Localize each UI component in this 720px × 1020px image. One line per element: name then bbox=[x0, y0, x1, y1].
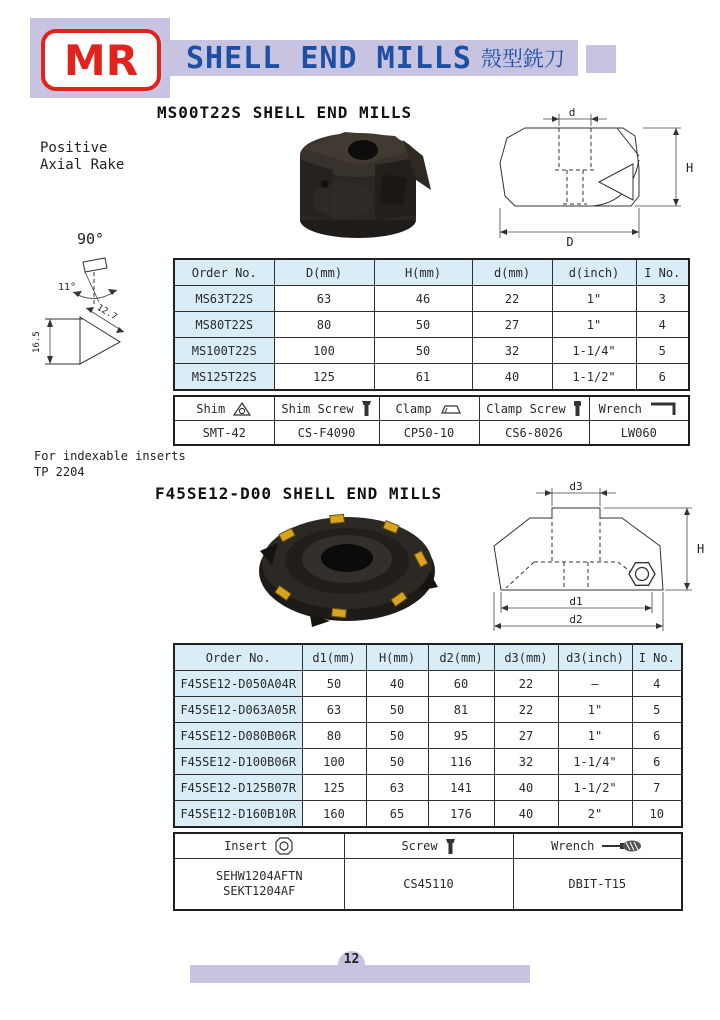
order-no-cell: MS80T22S bbox=[174, 312, 274, 338]
rake-note-line1: Positive bbox=[40, 140, 108, 156]
value-cell: 80 bbox=[302, 723, 366, 749]
col-header: d3(inch) bbox=[558, 644, 632, 671]
f45se12-technical-drawing bbox=[472, 480, 712, 635]
order-no-cell: MS100T22S bbox=[174, 338, 274, 364]
col-header: Order No. bbox=[174, 644, 302, 671]
part-value: LW060 bbox=[589, 421, 689, 446]
f45se12-spec-table bbox=[173, 643, 683, 828]
hex-key-icon bbox=[649, 401, 679, 417]
part-value: CP50-10 bbox=[379, 421, 479, 446]
page-title: SHELL END MILLS bbox=[186, 40, 472, 76]
value-cell: 6 bbox=[632, 749, 682, 775]
insert-cross-section bbox=[83, 258, 107, 272]
value-cell: 1-1/4" bbox=[558, 749, 632, 775]
order-no-cell: F45SE12-D050A04R bbox=[174, 671, 302, 697]
dim-label-d3: d3 bbox=[569, 480, 583, 493]
value-cell: 27 bbox=[494, 723, 558, 749]
part-header-label: Insert bbox=[224, 839, 268, 853]
dim-label-d2: d2 bbox=[569, 613, 583, 626]
parts1-header-row bbox=[174, 396, 689, 421]
value-cell: 100 bbox=[302, 749, 366, 775]
page-number: 12 bbox=[343, 952, 360, 967]
table-row bbox=[174, 775, 682, 801]
page-title-cjk: 殼型銑刀 bbox=[480, 47, 565, 71]
col-header: D(mm) bbox=[274, 259, 374, 286]
part-header-label: Wrench bbox=[598, 401, 642, 416]
f45se12-parts-table bbox=[173, 832, 683, 911]
value-cell: 63 bbox=[274, 286, 374, 312]
brand-logo bbox=[41, 29, 161, 91]
order-no-cell: F45SE12-D063A05R bbox=[174, 697, 302, 723]
value-cell: 63 bbox=[302, 697, 366, 723]
value-cell: 1" bbox=[558, 697, 632, 723]
spec2-header-row bbox=[174, 644, 682, 671]
table-row bbox=[174, 697, 682, 723]
value-cell: 46 bbox=[374, 286, 472, 312]
table-row bbox=[174, 801, 682, 828]
section1-title: MS00T22S SHELL END MILLS bbox=[157, 103, 413, 122]
shim-icon bbox=[232, 401, 252, 417]
col-header: I No. bbox=[632, 644, 682, 671]
order-no-cell: F45SE12-D100B06R bbox=[174, 749, 302, 775]
insert-value-line1: SEHW1204AFTN bbox=[215, 869, 303, 883]
value-cell: 5 bbox=[632, 697, 682, 723]
value-cell: 100 bbox=[274, 338, 374, 364]
value-cell: 2" bbox=[558, 801, 632, 828]
page-header-bar bbox=[170, 40, 578, 76]
value-cell: 22 bbox=[472, 286, 552, 312]
value-cell: 63 bbox=[366, 775, 428, 801]
table-row bbox=[174, 286, 689, 312]
value-cell: 40 bbox=[494, 801, 558, 828]
insert-value-line2: SEKT1204AF bbox=[223, 884, 296, 898]
order-no-cell: F45SE12-D080B06R bbox=[174, 723, 302, 749]
col-header: Order No. bbox=[174, 259, 274, 286]
part-header-label: Shim Screw bbox=[281, 401, 354, 416]
value-cell: 4 bbox=[632, 671, 682, 697]
rake-note-line2: Axial Rake bbox=[40, 157, 125, 173]
value-cell: 50 bbox=[374, 338, 472, 364]
dim-label-H: H bbox=[686, 161, 694, 175]
header-decoration-square bbox=[586, 45, 616, 73]
value-cell: 50 bbox=[366, 697, 428, 723]
page-number-badge bbox=[338, 951, 365, 978]
part-header-label: Wrench bbox=[551, 839, 595, 853]
value-cell: 60 bbox=[428, 671, 494, 697]
value-cell: 81 bbox=[428, 697, 494, 723]
col-header: d3(mm) bbox=[494, 644, 558, 671]
value-cell: 27 bbox=[472, 312, 552, 338]
dim-label-d: d bbox=[568, 108, 576, 119]
shim-screw-icon bbox=[361, 400, 372, 417]
value-cell: 61 bbox=[374, 364, 472, 391]
value-cell: 32 bbox=[494, 749, 558, 775]
value-cell: 50 bbox=[374, 312, 472, 338]
torx-driver-icon bbox=[601, 839, 643, 853]
value-cell: 50 bbox=[302, 671, 366, 697]
value-cell: 160 bbox=[302, 801, 366, 828]
order-no-cell: MS63T22S bbox=[174, 286, 274, 312]
value-cell: 80 bbox=[274, 312, 374, 338]
dim-label-H: H bbox=[697, 542, 705, 556]
value-cell: 116 bbox=[428, 749, 494, 775]
value-cell: 5 bbox=[636, 338, 689, 364]
dim-12-7-label: 12.7 bbox=[94, 302, 119, 323]
value-cell: 50 bbox=[366, 749, 428, 775]
ms00t22s-parts-table bbox=[173, 395, 690, 446]
col-header: d(inch) bbox=[552, 259, 636, 286]
ms00t22s-spec-table bbox=[173, 258, 690, 391]
value-cell: 1-1/4" bbox=[552, 338, 636, 364]
value-cell: 6 bbox=[636, 364, 689, 391]
value-cell: 176 bbox=[428, 801, 494, 828]
ms00t22s-technical-drawing bbox=[485, 108, 710, 248]
f45se12-product-photo bbox=[252, 503, 442, 628]
part-value: CS-F4090 bbox=[274, 421, 379, 446]
table-row bbox=[174, 723, 682, 749]
col-header: H(mm) bbox=[366, 644, 428, 671]
value-cell: 125 bbox=[274, 364, 374, 391]
value-cell: 1-1/2" bbox=[558, 775, 632, 801]
wrench-value: DBIT-T15 bbox=[513, 859, 682, 911]
order-no-cell: F45SE12-D160B10R bbox=[174, 801, 302, 828]
value-cell: 125 bbox=[302, 775, 366, 801]
value-cell: 141 bbox=[428, 775, 494, 801]
value-cell: 22 bbox=[494, 671, 558, 697]
value-cell: 7 bbox=[632, 775, 682, 801]
indexable-note-line1: For indexable inserts bbox=[34, 449, 186, 463]
value-cell: 4 bbox=[636, 312, 689, 338]
table-row bbox=[174, 671, 682, 697]
col-header: d1(mm) bbox=[302, 644, 366, 671]
value-cell: — bbox=[558, 671, 632, 697]
ms00t22s-product-photo bbox=[283, 120, 438, 245]
value-cell: 40 bbox=[494, 775, 558, 801]
value-cell: 32 bbox=[472, 338, 552, 364]
part-value: SMT-42 bbox=[174, 421, 274, 446]
dim-label-d1: d1 bbox=[569, 595, 583, 608]
dim-16-5-label: 16.5 bbox=[32, 331, 42, 353]
insert-triangle-profile bbox=[80, 317, 120, 364]
table-row bbox=[174, 749, 682, 775]
value-cell: 95 bbox=[428, 723, 494, 749]
part-header-label: Screw bbox=[401, 839, 438, 853]
value-cell: 50 bbox=[366, 723, 428, 749]
insert-icon bbox=[274, 836, 294, 856]
value-cell: 6 bbox=[632, 723, 682, 749]
screw-icon bbox=[445, 838, 456, 855]
cutter-outline bbox=[500, 128, 639, 206]
order-no-cell: MS125T22S bbox=[174, 364, 274, 391]
indexable-inserts-note bbox=[34, 448, 186, 480]
part-header-label: Shim bbox=[196, 401, 226, 416]
insert-angle-diagram bbox=[25, 222, 170, 397]
col-header: H(mm) bbox=[374, 259, 472, 286]
value-cell: 22 bbox=[494, 697, 558, 723]
value-cell: 1" bbox=[552, 286, 636, 312]
section2-title: F45SE12-D00 SHELL END MILLS bbox=[155, 484, 443, 503]
part-header-label: Clamp bbox=[395, 401, 432, 416]
table-row bbox=[174, 312, 689, 338]
spec1-header-row bbox=[174, 259, 689, 286]
parts2-value-row bbox=[174, 859, 682, 911]
angle-90-label: 90° bbox=[77, 230, 105, 248]
part-value: CS6-8026 bbox=[479, 421, 589, 446]
clamp-screw-icon bbox=[573, 400, 582, 417]
table-row bbox=[174, 338, 689, 364]
parts2-header-row bbox=[174, 833, 682, 859]
screw-value: CS45110 bbox=[344, 859, 513, 911]
value-cell: 3 bbox=[636, 286, 689, 312]
value-cell: 40 bbox=[366, 671, 428, 697]
col-header: d2(mm) bbox=[428, 644, 494, 671]
value-cell: 65 bbox=[366, 801, 428, 828]
col-header: I No. bbox=[636, 259, 689, 286]
brand-logo-text: MR bbox=[63, 35, 139, 85]
clamp-icon bbox=[439, 403, 463, 415]
table-row bbox=[174, 364, 689, 391]
value-cell: 1" bbox=[558, 723, 632, 749]
value-cell: 1" bbox=[552, 312, 636, 338]
order-no-cell: F45SE12-D125B07R bbox=[174, 775, 302, 801]
part-header-label: Clamp Screw bbox=[486, 401, 566, 416]
indexable-note-line2: TP 2204 bbox=[34, 465, 85, 479]
positive-axial-rake-note bbox=[40, 140, 124, 174]
value-cell: 10 bbox=[632, 801, 682, 828]
col-header: d(mm) bbox=[472, 259, 552, 286]
angle-11-label: 11° bbox=[58, 282, 77, 293]
value-cell: 40 bbox=[472, 364, 552, 391]
parts1-value-row bbox=[174, 421, 689, 446]
dim-label-D: D bbox=[566, 235, 574, 248]
value-cell: 1-1/2" bbox=[552, 364, 636, 391]
